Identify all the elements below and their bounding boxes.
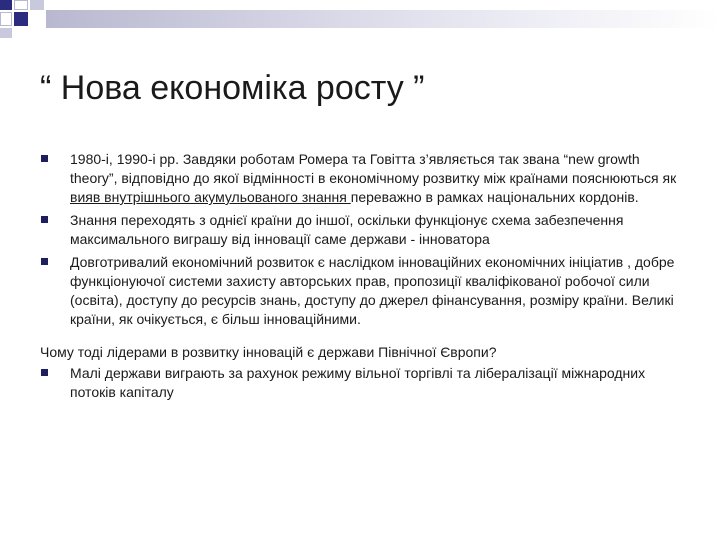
bullet-item-knowledge-transfer [40,211,690,249]
decor-square [14,12,28,26]
bullet-text: Довготривалий економічний розвиток є наслідком інноваційних економічних ініціатив , добре функціонуючої системи захисту авторських прав, пропозиції кваліфікованої робочої сили (освіта), доступу до ресурсів знань, доступу до джерел фінансування, розміру країни. Великі країни, як очікується, є більш інноваційними. [70,254,675,327]
bullet-item-new-growth-theory [40,150,690,207]
square-bullet-icon [41,258,48,265]
bullet-text: 1980-і, 1990-і рр. Завдяки роботам Ромера та Говітта з’являється так звана “new growth theory”, відповідно до якої відмінності в економічному розвитку між країнами пояснюються як вияв внутрішнього акумульованого знання переважно в рамках національних кордонів. [70,151,677,205]
square-bullet-icon [41,155,48,162]
decor-square [0,0,12,10]
underlined-phrase: вияв внутрішнього акумульованого знання [70,189,351,205]
header-gradient-bar [46,10,720,28]
bullet-item-long-term-development [40,253,690,329]
decor-square [0,12,12,26]
decor-square [0,28,12,38]
slide-title: “ Нова економіка росту ” [40,69,425,107]
bullet-text: Малі держави виграють за рахунок режиму вільної торгівлі та лібералізації міжнародних потоків капіталу [70,365,646,400]
bullet-item-small-states [40,364,690,402]
answer-bullet-list [40,364,690,402]
bullet-text: Знання переходять з однієї країни до іншої, оскільки функціонує схема забезпечення максимального виграшу від інновації саме держави - інноватора [70,212,624,247]
decor-square [30,0,44,10]
square-bullet-icon [41,216,48,223]
square-bullet-icon [41,369,48,376]
decor-square [14,0,28,10]
slide-body [40,150,690,406]
question-text: Чому тоді лідерами в розвитку інновацій є держави Північної Європи? [40,344,497,360]
bullet-list [40,150,690,329]
